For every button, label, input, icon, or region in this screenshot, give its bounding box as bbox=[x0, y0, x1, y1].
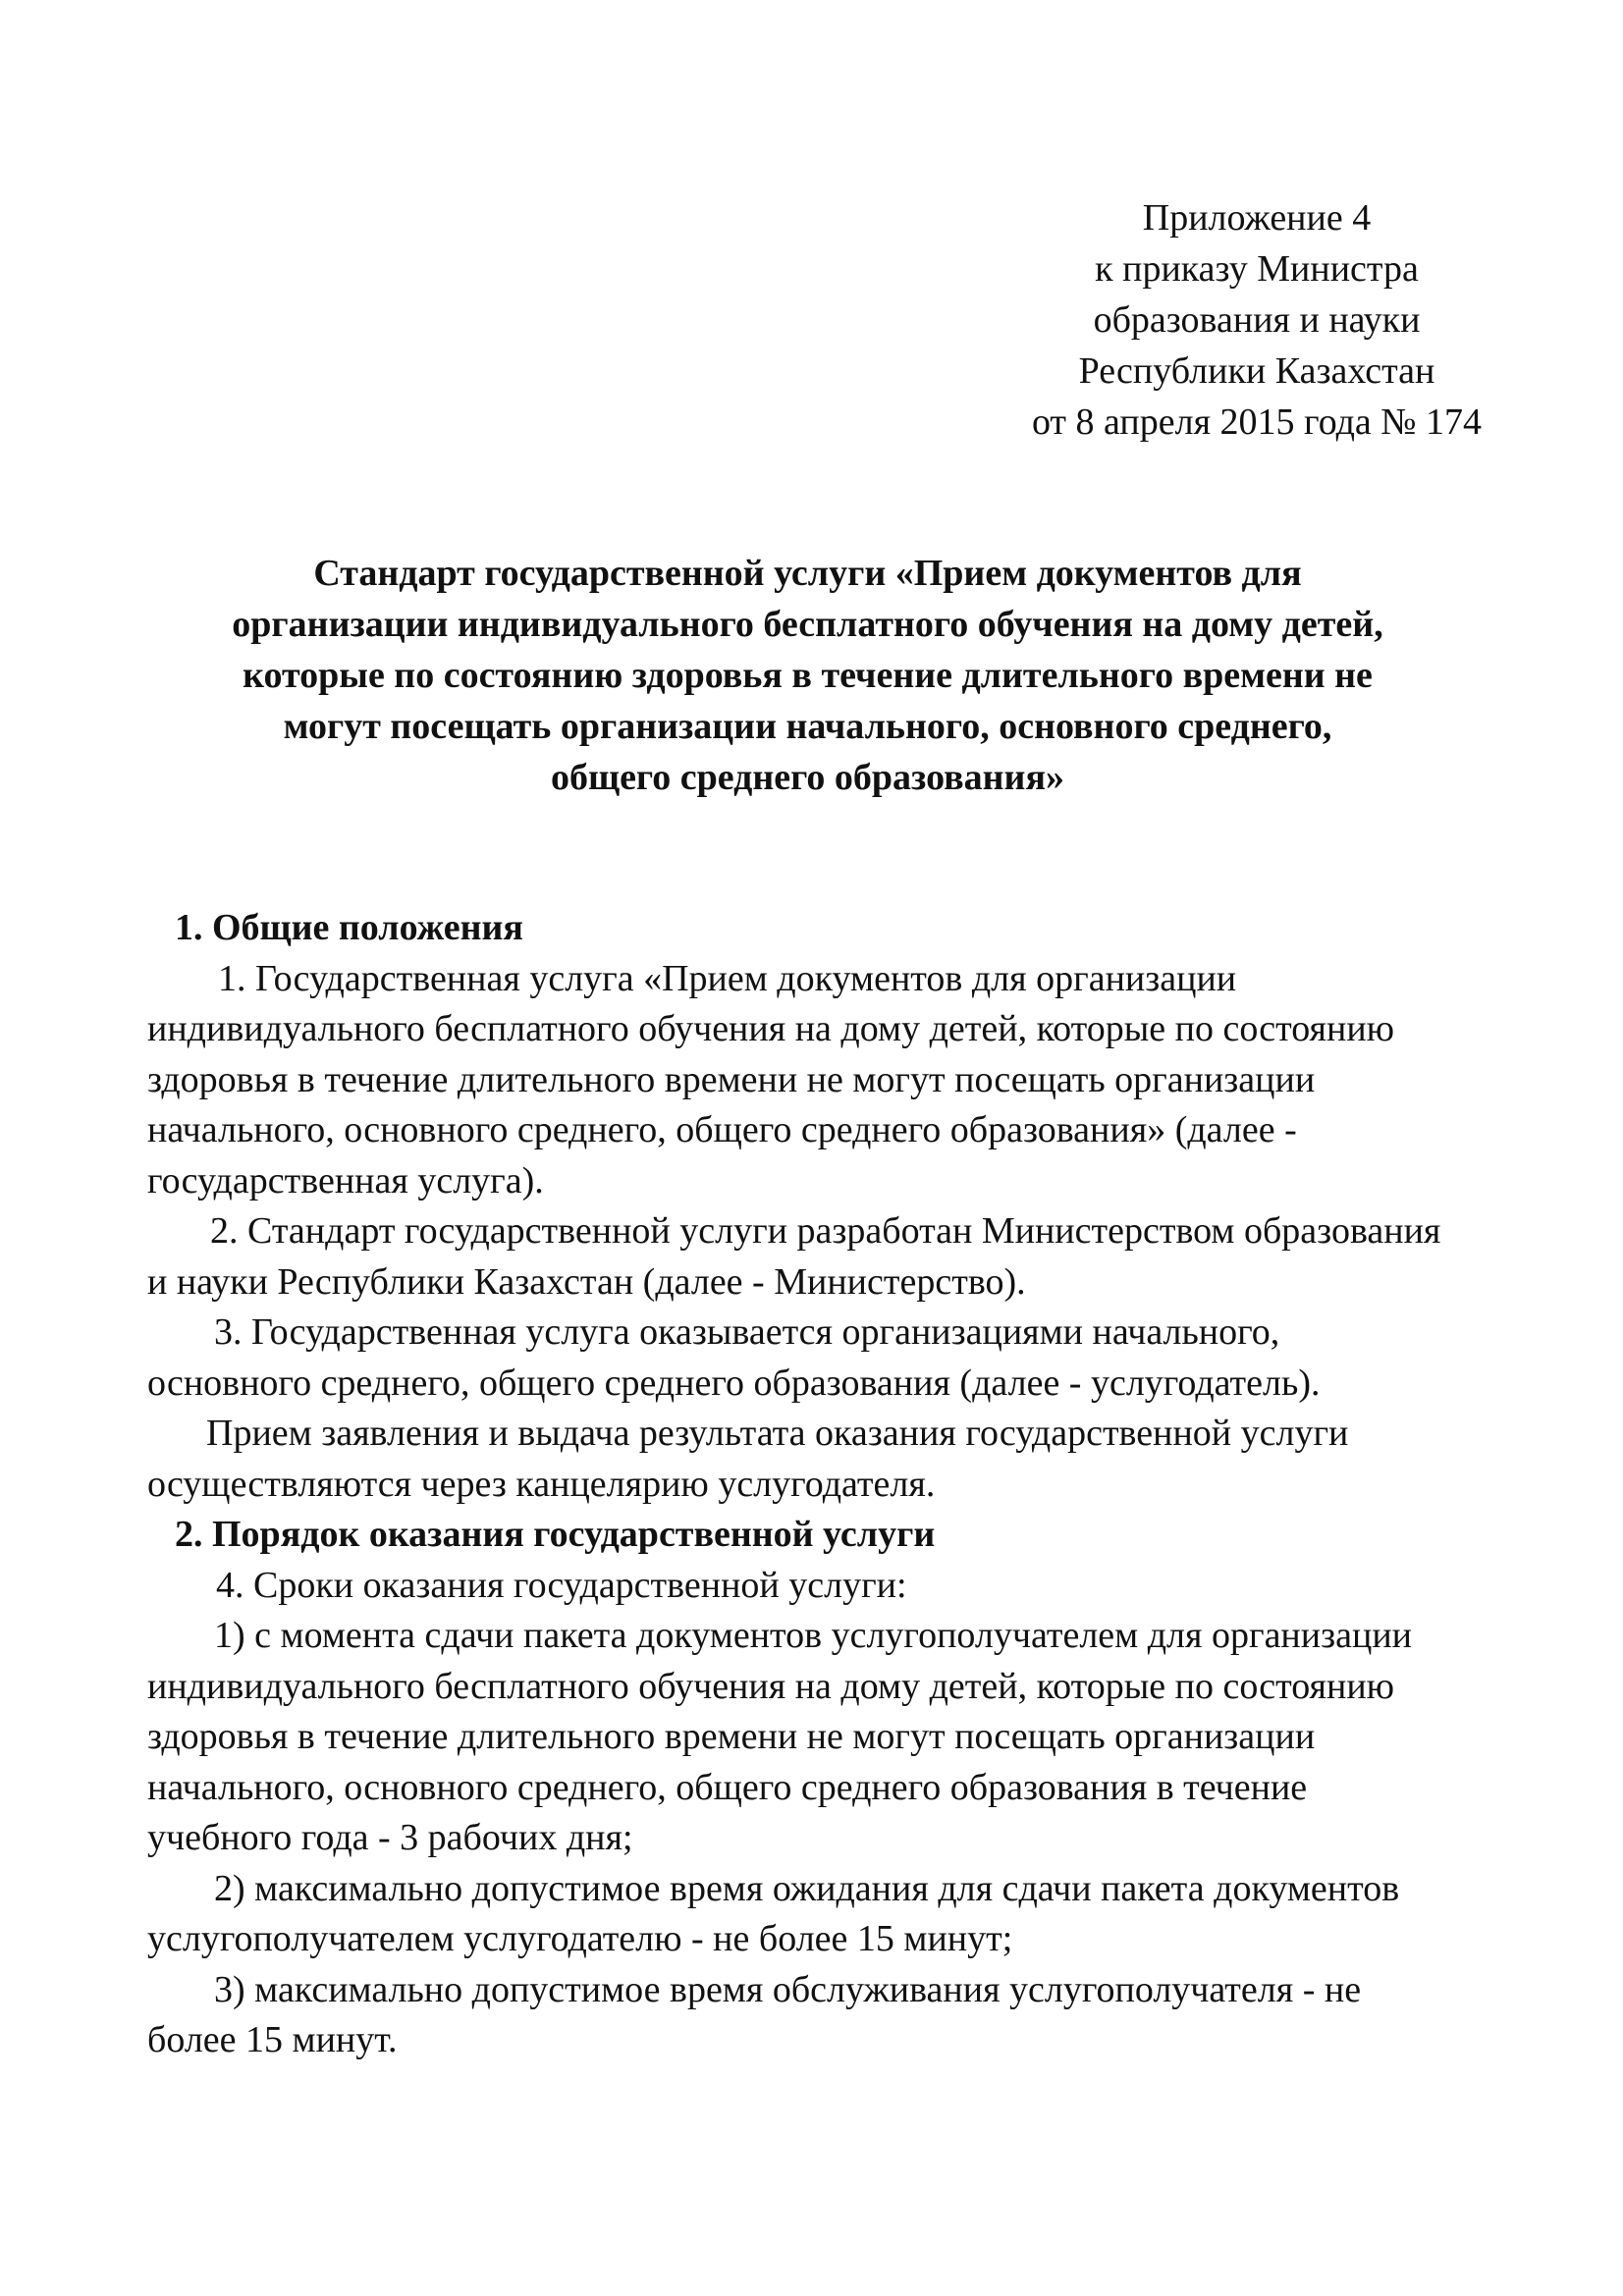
list-item-line: 1) с момента сдачи пакета документов услугополучателем для организации bbox=[214, 1615, 1412, 1656]
paragraph-line: основного среднего, общего среднего образования (далее - услугодатель). bbox=[147, 1362, 1321, 1404]
paragraph-line: государственная услуга). bbox=[147, 1159, 544, 1201]
list-item-line: начального, основного среднего, общего среднего образования в течение bbox=[147, 1766, 1308, 1808]
list-item-line: здоровья в течение длительного времени не могут посещать организации bbox=[147, 1716, 1316, 1757]
title-line: которые по состоянию здоровья в течение длительного времени не bbox=[243, 655, 1373, 696]
appendix-line: от 8 апреля 2015 года № 174 bbox=[1031, 401, 1483, 443]
appendix-line: Республики Казахстан bbox=[1078, 350, 1435, 392]
paragraph-line: 2. Стандарт государственной услуги разработан Министерством образования bbox=[210, 1210, 1441, 1252]
title-line: могут посещать организации начального, основного среднего, bbox=[283, 706, 1332, 747]
appendix-line: Приложение 4 bbox=[1142, 197, 1372, 239]
appendix-line: образования и науки bbox=[1093, 299, 1421, 341]
appendix-block bbox=[982, 192, 1532, 448]
list-item-line: индивидуального бесплатного обучения на дому детей, которые по состоянию bbox=[147, 1665, 1395, 1707]
list-item-line: 3) максимально допустимое время обслуживания услугополучателя - не bbox=[214, 1968, 1362, 2010]
paragraph-line: индивидуального бесплатного обучения на дому детей, которые по состоянию bbox=[147, 1008, 1395, 1049]
paragraph-line: Прием заявления и выдача результата оказания государственной услуги bbox=[206, 1413, 1349, 1454]
appendix-line: к приказу Министра bbox=[1095, 248, 1419, 290]
list-item-line: 2) максимально допустимое время ожидания для сдачи пакета документов bbox=[214, 1867, 1400, 1909]
section-heading: 1. Общие положения bbox=[175, 907, 523, 948]
section-heading: 2. Порядок оказания государственной услуги bbox=[175, 1514, 936, 1555]
paragraph-line: начального, основного среднего, общего среднего образования» (далее - bbox=[147, 1109, 1297, 1150]
title-line: общего среднего образования» bbox=[550, 757, 1065, 798]
paragraph-line: 4. Сроки оказания государственной услуги: bbox=[216, 1564, 907, 1606]
list-item-line: учебного года - 3 рабочих дня; bbox=[147, 1817, 633, 1858]
list-item-line: более 15 минут. bbox=[147, 2019, 398, 2060]
document-body bbox=[147, 903, 1492, 2066]
paragraph-line: и науки Республики Казахстан (далее - Министерство). bbox=[147, 1260, 1026, 1303]
paragraph-line: 3. Государственная услуга оказывается организациями начального, bbox=[214, 1311, 1280, 1353]
title-line: организации индивидуального бесплатного обучения на дому детей, bbox=[232, 604, 1383, 645]
paragraph-line: осуществляются через канцелярию услугодателя. bbox=[147, 1463, 936, 1505]
paragraph-line: 1. Государственная услуга «Прием документов для организации bbox=[218, 957, 1237, 999]
title-line: Стандарт государственной услуги «Прием документов для bbox=[313, 553, 1302, 594]
document-title bbox=[147, 548, 1468, 803]
paragraph-line: здоровья в течение длительного времени не могут посещать организации bbox=[147, 1058, 1316, 1100]
list-item-line: услугополучателем услугодателю - не более 15 минут; bbox=[147, 1918, 1013, 1959]
